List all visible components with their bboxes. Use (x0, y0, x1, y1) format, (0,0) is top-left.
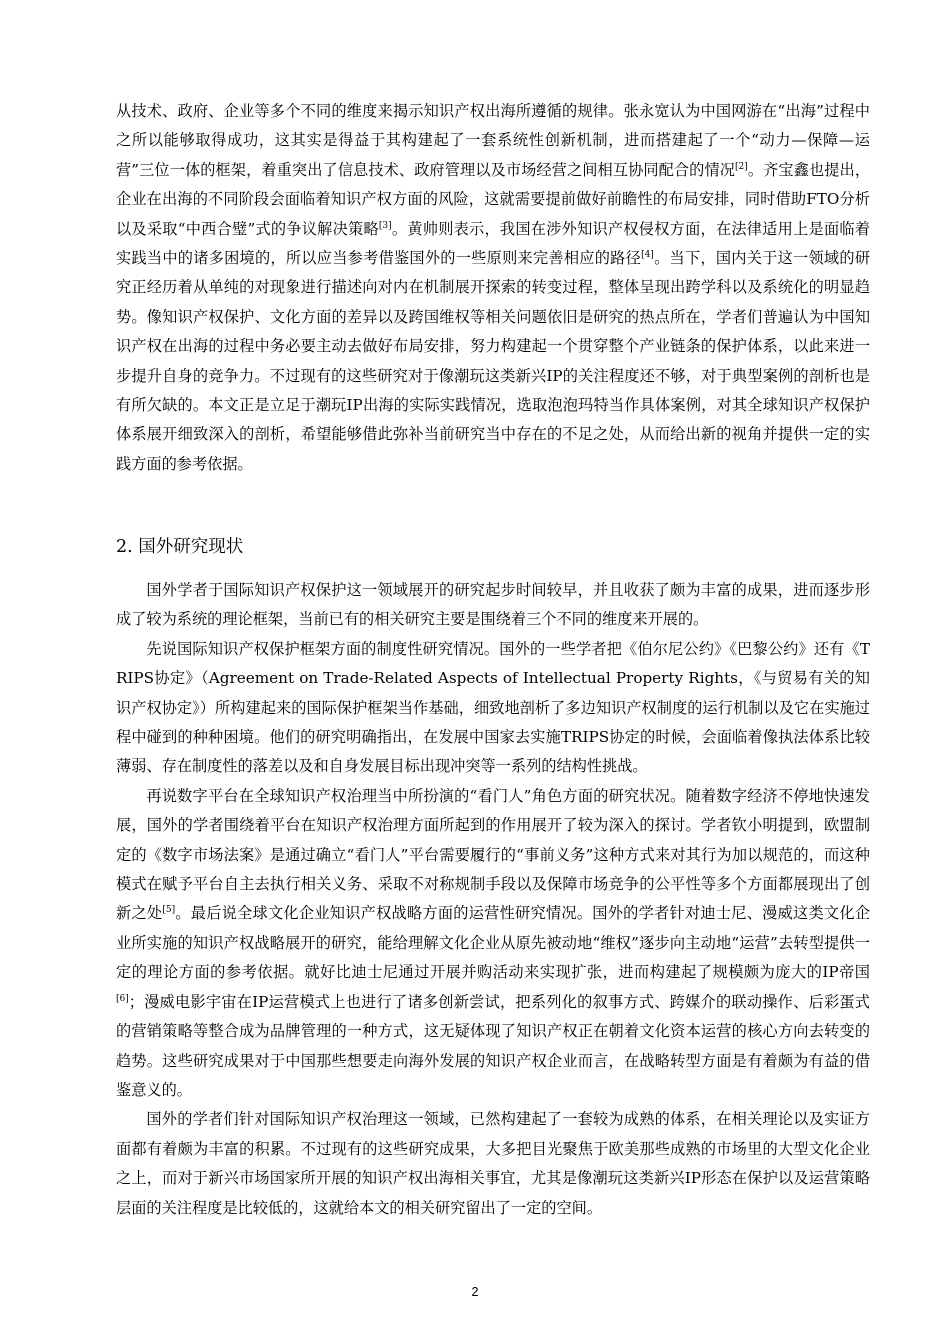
paragraph-text: ；漫威电影宇宙在IP运营模式上也进行了诸多创新尝试，把系列化的叙事方式、跨媒介的联动操作、后彩蛋式的营销策略等整合成为品牌管理的一种方式，这无疑体现了知识产权正在朝着文化资本运营的核心方向去转变的趋势。这些研究成果对于中国那些想要走向海外发展的知识产权企业而言，在战略转型方面是有着颇为有益的借鉴意义的。 (116, 992, 870, 1099)
paragraph-text: 。齐宝鑫也提出，企业在出海的不同阶段会面临着知识产权方面的风险，这就需要提前做好前瞻性的布局安排，同时借助FTO分析以及采取“中西合璧”式的争议解决策略 (116, 160, 871, 238)
section-heading: 2. 国外研究现状 (116, 537, 244, 557)
paragraph-text: 。当下，国内关于这一领域的研究正经历着从单纯的对现象进行描述向对内在机制展开探索的转变过程，整体呈现出跨学科以及系统化的明显趋势。像知识产权保护、文化方面的差异以及跨国维权等相关问题依旧是研究的热点所在，学者们普遍认为中国知识产权在出海的过程中务必要主动去做好布局安排，努力构建起一个贯穿整个产业链条的保护体系，以此来进一步提升自身的竞争力。不过现有的这些研究对于像潮玩这类新兴IP的关注程度还不够，对于典型案例的剖析也是有所欠缺的。本文正是立足于潮玩IP出海的实际实践情况，选取泡泡玛特当作具体案例，对其全球知识产权保护体系展开细致深入的剖析，希望能够借此弥补当前研究当中存在的不足之处，从而给出新的视角并提供一定的实践方面的参考依据。 (116, 249, 871, 473)
citation: [2] (735, 161, 748, 172)
body-paragraph-intro-continuation (116, 97, 870, 479)
citation: [6] (116, 993, 129, 1004)
paragraph-summary: 国外的学者们针对国际知识产权治理这一领域，已然构建起了一套较为成熟的体系，在相关理论以及实证方面都有着颇为丰富的积累。不过现有的这些研究成果，大多把目光聚焦于欧美那些成熟的市场里的大型文化企业之上，而对于新兴市场国家所开展的知识产权出海相关事宜，尤其是像潮玩这类新兴IP形态在保护以及运营策略层面的关注程度是比较低的，这就给本文的相关研究留出了一定的空间。 (116, 1110, 870, 1217)
paragraph-text: 。最后说全球文化企业知识产权战略方面的运营性研究情况。国外的学者针对迪士尼、漫威这类文化企业所实施的知识产权战略展开的研究，能给理解文化企业从原先被动地“维权”逐步向主动地“运营”去转型提供一定的理论方面的参考依据。就好比迪士尼通过开展并购活动来实现扩张，进而构建起了规模颇为庞大的IP帝国 (116, 904, 870, 982)
paragraph-text: 从技术、政府、企业等多个不同的维度来揭示知识产权出海所遵循的规律。张永宽认为中国网游在“出海”过程中之所以能够取得成功，这其实是得益于其构建起了一套系统性创新机制，进而搭建起了一个“动力—保障—运营”三位一体的框架，着重突出了信息技术、政府管理以及市场经营之间相互协同配合的情况 (116, 102, 870, 179)
citation: [4] (641, 249, 654, 260)
paragraph-overview: 国外学者于国际知识产权保护这一领域展开的研究起步时间较早，并且收获了颇为丰富的成果，进而逐步形成了较为系统的理论框架，当前已有的相关研究主要是围绕着三个不同的维度来开展的。 (116, 581, 870, 629)
citation: [5] (162, 905, 176, 916)
section-2-body (116, 576, 870, 1223)
paragraph-platform-research (116, 782, 870, 1105)
paragraph-institutional-research: 先说国际知识产权保护框架方面的制度性研究情况。国外的一些学者把《伯尔尼公约》《巴黎公约》还有《TRIPS协定》（Agreement on Trade-Related Aspects of Intellectual Property Rights，《与贸易有关的知识产权协定》）所构建起来的国际保护框架当作基础，细致地剖析了多边知识产权制度的运行机制以及它在实施过程中碰到的种种困境。他们的研究明确指出，在发展中国家去实施TRIPS协定的时候，会面临着像执法体系比较薄弱、存在制度性的落差以及和自身发展目标出现冲突等一系列的结构性挑战。 (116, 639, 870, 776)
citation: [3] (378, 220, 392, 231)
paragraph-text: 。黄帅则表示，我国在涉外知识产权侵权方面，在法律适用上是面临着实践当中的诸多困境的，所以应当参考借鉴国外的一些原则来完善相应的路径 (116, 219, 871, 268)
paragraph-text: 再说数字平台在全球知识产权治理当中所扮演的“看门人”角色方面的研究状况。随着数字经济不停地快速发展，国外的学者围绕着平台在知识产权治理方面所起到的作用展开了较为深入的探讨。学者钦小明提到，欧盟制定的《数字市场法案》是通过确立“看门人”平台需要履行的“事前义务”这种方式来对其行为加以规范的，而这种模式在赋予平台自主去执行相关义务、采取不对称规制手段以及保障市场竞争的公平性等多个方面都展现出了创新之处 (116, 786, 870, 923)
page-number: 2 (471, 1285, 479, 1299)
paragraph (116, 97, 870, 479)
